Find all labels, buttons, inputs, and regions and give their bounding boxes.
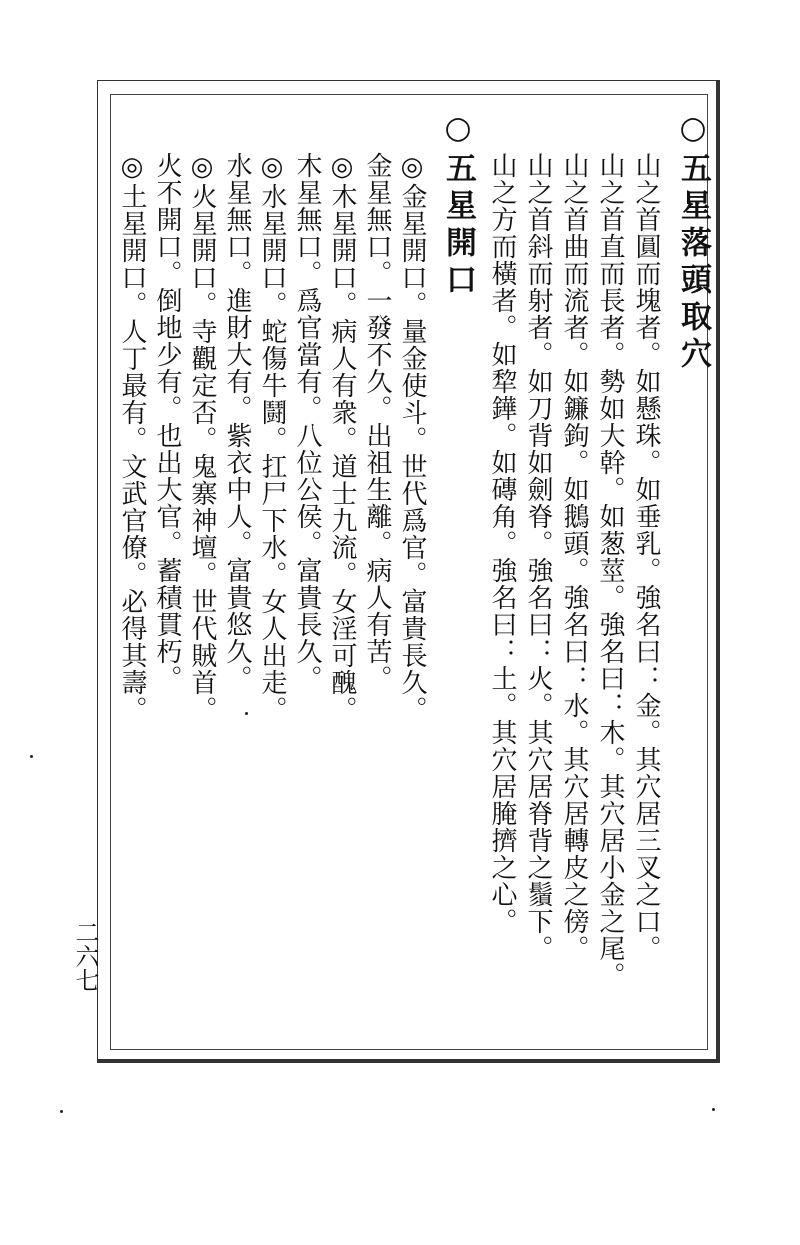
text-column: 火不開口。倒地少有。也出大官。蓄積貫朽。 xyxy=(152,152,182,692)
section-heading-wuxing-luotou: ○五星落頭取穴 xyxy=(675,110,711,374)
text-column: 金星無口。一發不久。出祖生離。病人有苦。 xyxy=(362,152,392,692)
text-column: ◎火星開口。寺觀定否。鬼寨神壇。世代賊首。 xyxy=(187,152,217,723)
speck xyxy=(712,1108,715,1111)
speck xyxy=(60,1110,63,1113)
text-column: 水星無口。進財大有。紫衣中人。富貴悠久。 xyxy=(222,152,252,692)
text-column: 山之首圓而塊者。如懸珠。如垂乳。強名曰：金。其穴居三叉之口。 xyxy=(631,152,661,962)
speck xyxy=(245,712,248,715)
text-column: 山之首曲而流者。如鐮鉤。如鵝頭。強名曰：水。其穴居轉皮之傍。 xyxy=(559,152,589,962)
section-heading-wuxing-kaikou: ○五星開口 xyxy=(440,110,476,300)
text-column: 木星無口。爲官當有。八位公侯。富貴長久。 xyxy=(292,152,322,692)
text-column: ◎金星開口。量金使斗。世代爲官。富貴長久。 xyxy=(397,152,427,723)
speck xyxy=(30,755,33,758)
text-column: ◎木星開口。病人有衆。道士九流。女淫可醜。 xyxy=(327,152,357,723)
text-column: 山之首直而長者。勢如大幹。如葱莖。強名曰：木。其穴居小金之尾。 xyxy=(595,152,625,989)
text-area xyxy=(117,110,711,1040)
text-column: ◎土星開口。人丁最有。文武官僚。必得其壽。 xyxy=(117,152,147,723)
text-column: 山之方而橫者。如犂鏵。如磚角。強名曰：土。其穴居腌擠之心。 xyxy=(487,152,517,935)
text-column: ◎水星開口。蛇傷牛鬪。扛尸下水。女人出走。 xyxy=(257,152,287,723)
text-column: 山之首斜而射者。如刀背如劍脊。強名曰：火。其穴居脊背之鬚下。 xyxy=(523,152,553,962)
page-number: 二六七 xyxy=(71,920,99,992)
